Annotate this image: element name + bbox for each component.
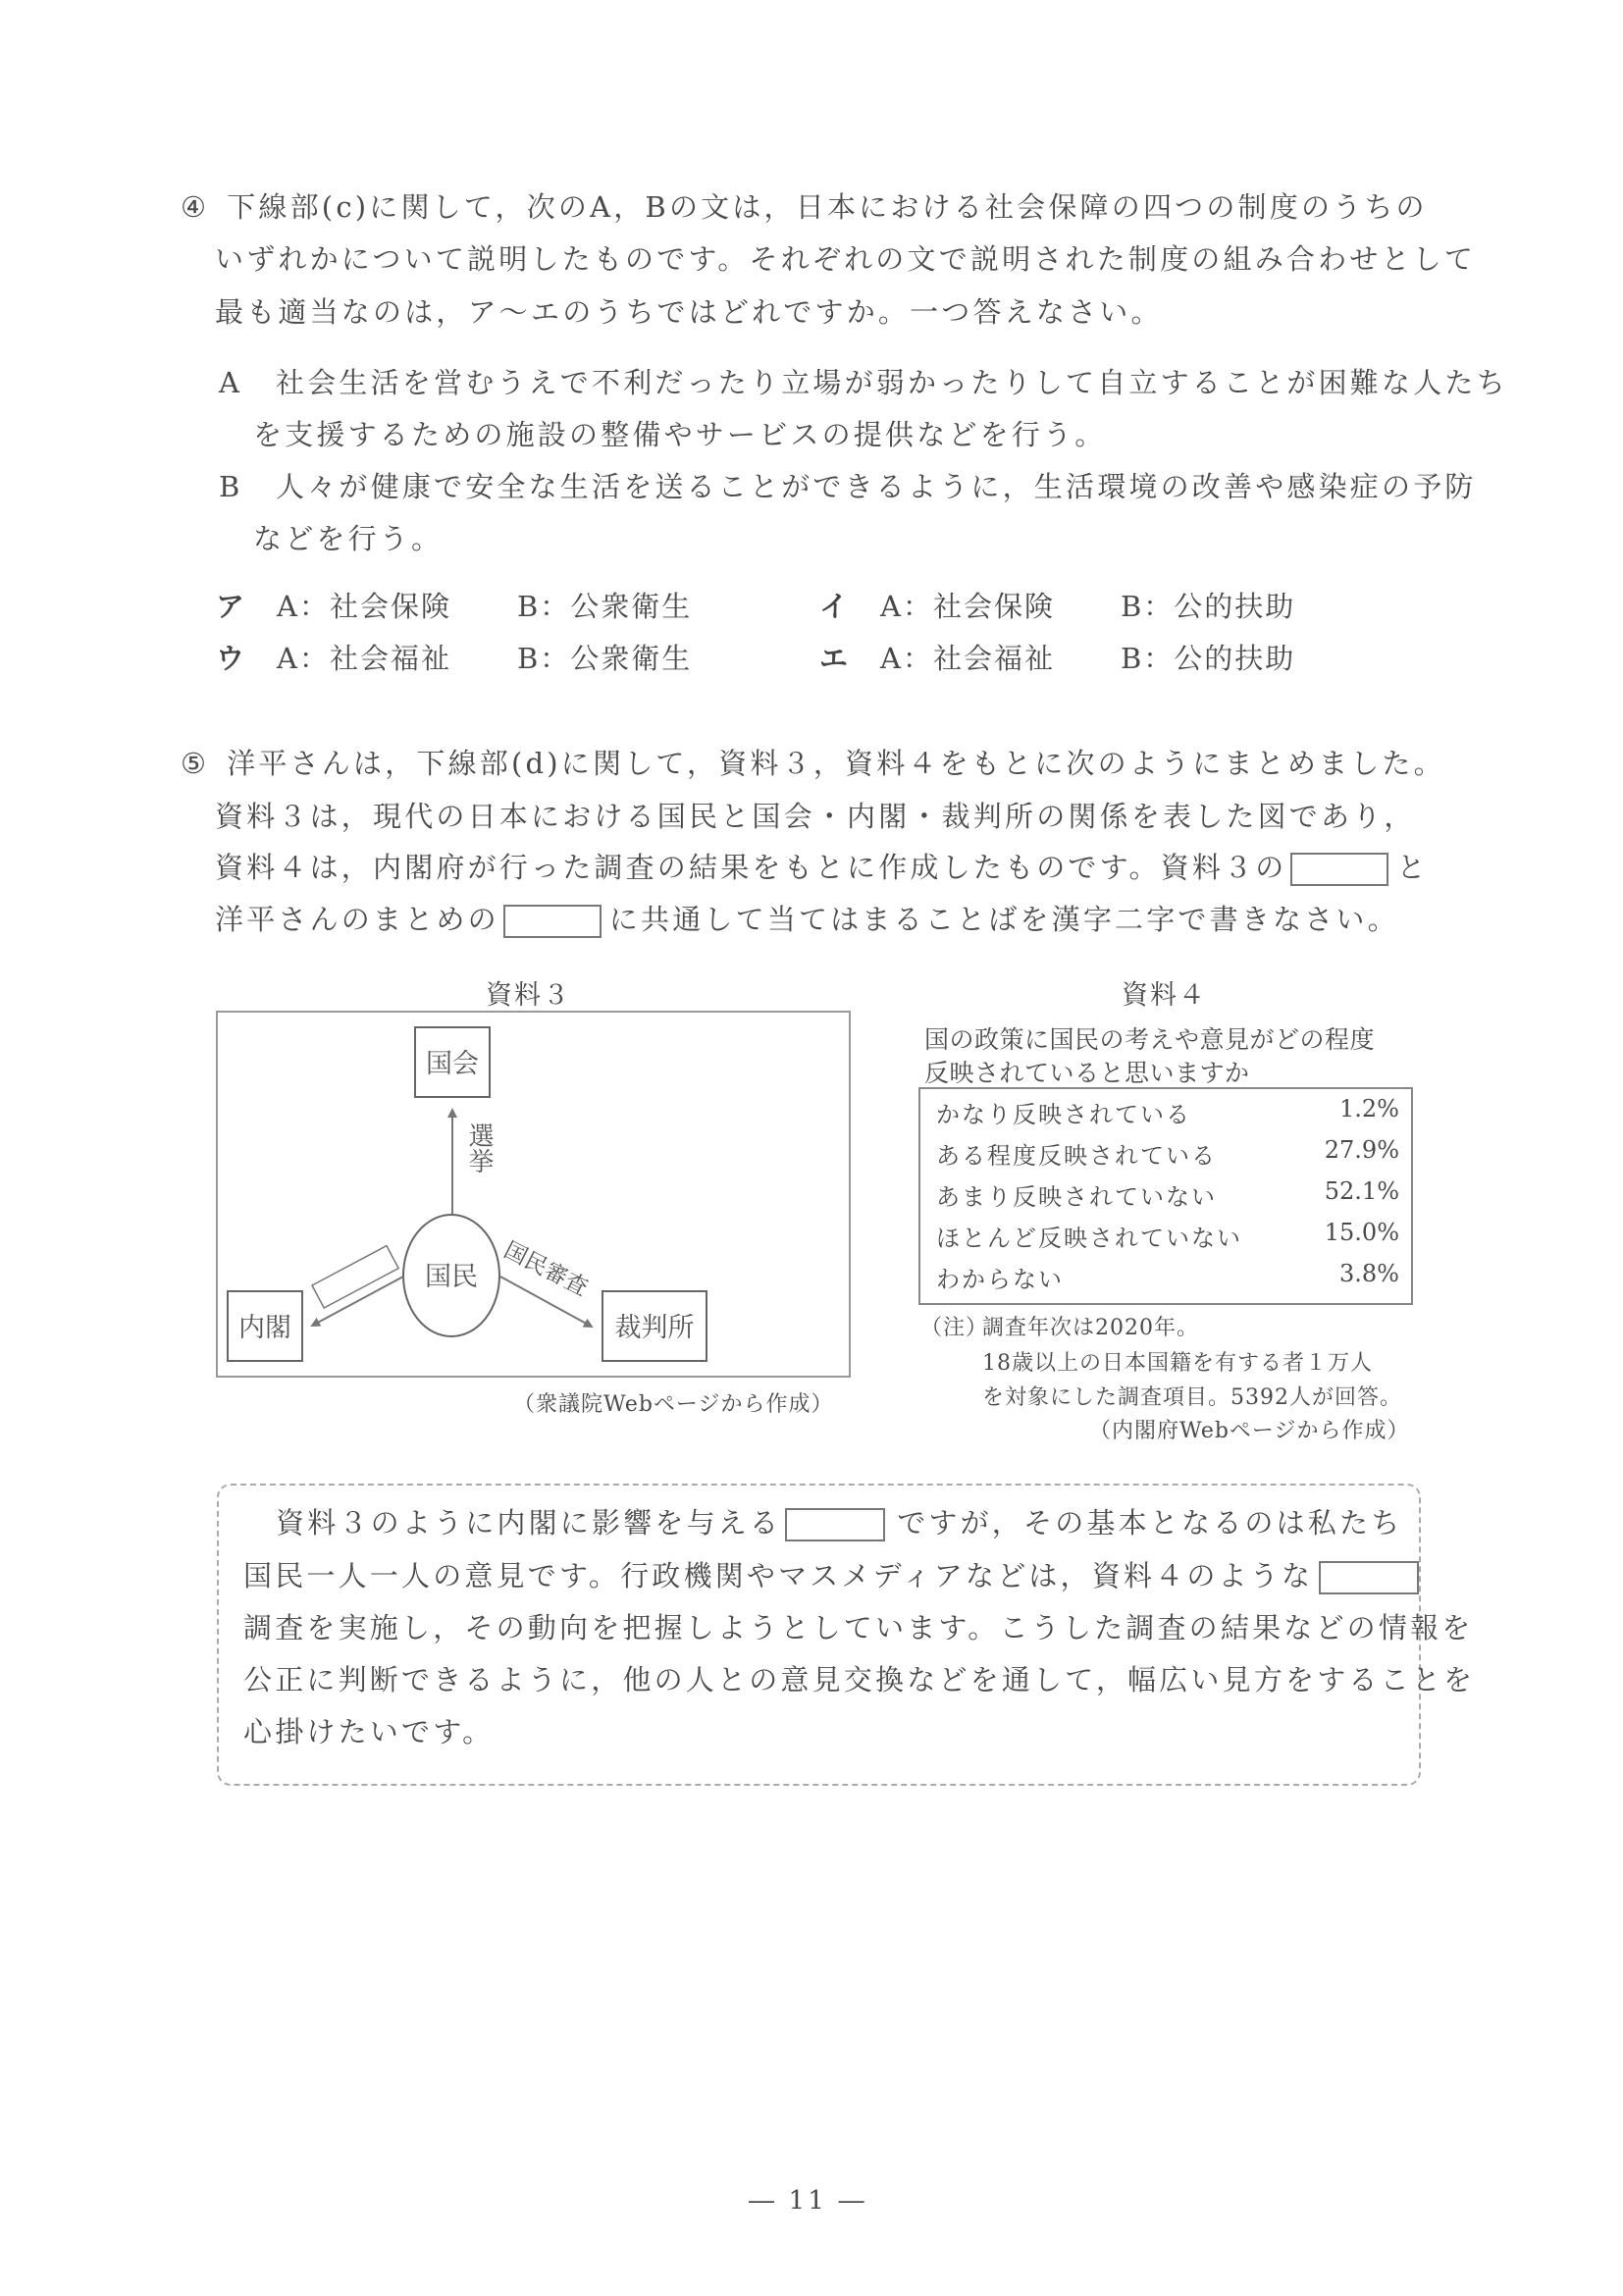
summary-text-1a: 資料３のように内閣に影響を与える: [276, 1506, 782, 1539]
q5-text-3a: 資料４は，内閣府が行った調査の結果をもとに作成したものです。資料３の: [215, 851, 1287, 884]
survey-row-value: 3.8%: [1339, 1260, 1399, 1287]
q5-text-1: 洋平さんは，下線部(d)に関して，資料３，資料４をもとに次のようにまとめました。: [227, 747, 1445, 780]
q4-number: ④: [181, 190, 210, 224]
summary-text-1b: ですが，その基本となるのは私たち: [897, 1506, 1403, 1539]
choice-i-a: A：社会保険: [880, 590, 1055, 623]
material3-title: 資料３: [486, 980, 571, 1011]
choice-i-b: B：公的扶助: [1121, 590, 1296, 623]
survey-table: [918, 1087, 1413, 1305]
survey-row: [936, 1260, 1399, 1299]
choice-e-key: エ: [819, 642, 849, 675]
summary-line-4: 公正に判断できるように，他の人との意見交換などを通して，幅広い見方をすることを: [243, 1663, 1476, 1696]
summary-line-1: [276, 1505, 1402, 1541]
choice-u-a: A：社会福祉: [277, 642, 451, 675]
material4-source: （内閣府Webページから作成）: [1089, 1419, 1410, 1443]
q4-line-2: いずれかについて説明したものです。それぞれの文で説明された制度の組み合わせとして: [215, 242, 1477, 276]
people-label: 国民: [425, 1262, 478, 1292]
q4-text-1: 下線部(c)に関して，次のA，Bの文は，日本における社会保障の四つの制度のうちの: [227, 190, 1428, 224]
choice-u-b: B：公衆衛生: [517, 642, 693, 675]
cabinet-blank-box: [312, 1246, 398, 1308]
diet-label: 国会: [426, 1049, 479, 1079]
statement-b-text-2: などを行う。: [253, 522, 444, 555]
choice-u-key: ウ: [216, 642, 245, 675]
answer-blank-summary-1: [785, 1508, 885, 1541]
survey-row-value: 1.2%: [1339, 1095, 1399, 1122]
note-label: （注）: [920, 1316, 989, 1340]
choice-a-key: ア: [216, 590, 245, 623]
court-label: 裁判所: [614, 1313, 695, 1343]
statement-b-text-1: 人々が健康で安全な生活を送ることができるように，生活環境の改善や感染症の予防: [276, 470, 1477, 503]
q5-text-4b: に共通して当てはまることばを漢字二字で書きなさい。: [608, 903, 1399, 936]
q4-line-3: 最も適当なのは，ア～エのうちではどれですか。一つ答えなさい。: [215, 295, 1163, 329]
cabinet-label: 内閣: [238, 1313, 291, 1343]
note-line-1: 調査年次は2020年。: [982, 1316, 1199, 1340]
material3-source: （衆議院Webページから作成）: [513, 1392, 834, 1417]
survey-row-label: ある程度反映されている: [936, 1142, 1217, 1170]
statement-b-key: B: [219, 470, 243, 503]
statement-a-text-2: を支援するための施設の整備やサービスの提供などを行う。: [253, 418, 1107, 451]
choice-a-a: A：社会保険: [277, 590, 451, 623]
material3-frame: [217, 1012, 850, 1377]
note-line-3: を対象にした調査項目。5392人が回答。: [982, 1385, 1402, 1410]
survey-question-1: 国の政策に国民の考えや意見がどの程度: [924, 1025, 1376, 1054]
survey-question-2: 反映されていると思いますか: [924, 1059, 1250, 1087]
election-label: 選挙: [464, 1122, 494, 1174]
survey-row-label: かなり反映されている: [936, 1101, 1191, 1128]
note-line-2: 18歳以上の日本国籍を有する者１万人: [982, 1351, 1373, 1376]
summary-line-2: [243, 1558, 1419, 1594]
survey-row-label: わからない: [936, 1266, 1064, 1293]
q5-text-4a: 洋平さんのまとめの: [215, 903, 499, 936]
survey-row-value: 52.1%: [1324, 1177, 1399, 1205]
summary-line-5: 心掛けたいです。: [243, 1715, 495, 1748]
survey-row-value: 27.9%: [1324, 1136, 1399, 1164]
summary-line-3: 調査を実施し，その動向を把握しようとしています。こうした調査の結果などの情報を: [243, 1611, 1474, 1644]
page-number: ― 11 ―: [749, 2186, 867, 2216]
survey-row-label: あまり反映されていない: [936, 1183, 1217, 1211]
survey-row: [936, 1177, 1399, 1217]
q5-text-3b: と: [1396, 851, 1429, 884]
q5-number: ⑤: [181, 747, 210, 780]
survey-row-label: ほとんど反映されていない: [936, 1225, 1242, 1252]
choice-e-b: B：公的扶助: [1121, 642, 1296, 675]
survey-row: [936, 1219, 1399, 1258]
survey-row: [936, 1136, 1399, 1175]
choice-i-key: イ: [819, 590, 849, 623]
survey-row: [936, 1095, 1399, 1134]
statement-a-text-1: 社会生活を営むうえで不利だったり立場が弱かったりして自立することが困難な人たち: [276, 366, 1508, 399]
q5-line-2: 資料３は，現代の日本における国民と国会・内閣・裁判所の関係を表した図であり，: [215, 800, 1416, 833]
summary-text-2a: 国民一人一人の意見です。行政機関やマスメディアなどは，資料４のような: [243, 1559, 1314, 1592]
survey-row-value: 15.0%: [1324, 1219, 1399, 1246]
choice-e-a: A：社会福祉: [880, 642, 1055, 675]
review-label: 国民審査: [499, 1237, 593, 1302]
material4-title: 資料４: [1122, 980, 1207, 1011]
choice-a-b: B：公衆衛生: [517, 590, 693, 623]
answer-blank-summary-2: [1319, 1561, 1419, 1594]
statement-a-key: A: [219, 366, 243, 399]
